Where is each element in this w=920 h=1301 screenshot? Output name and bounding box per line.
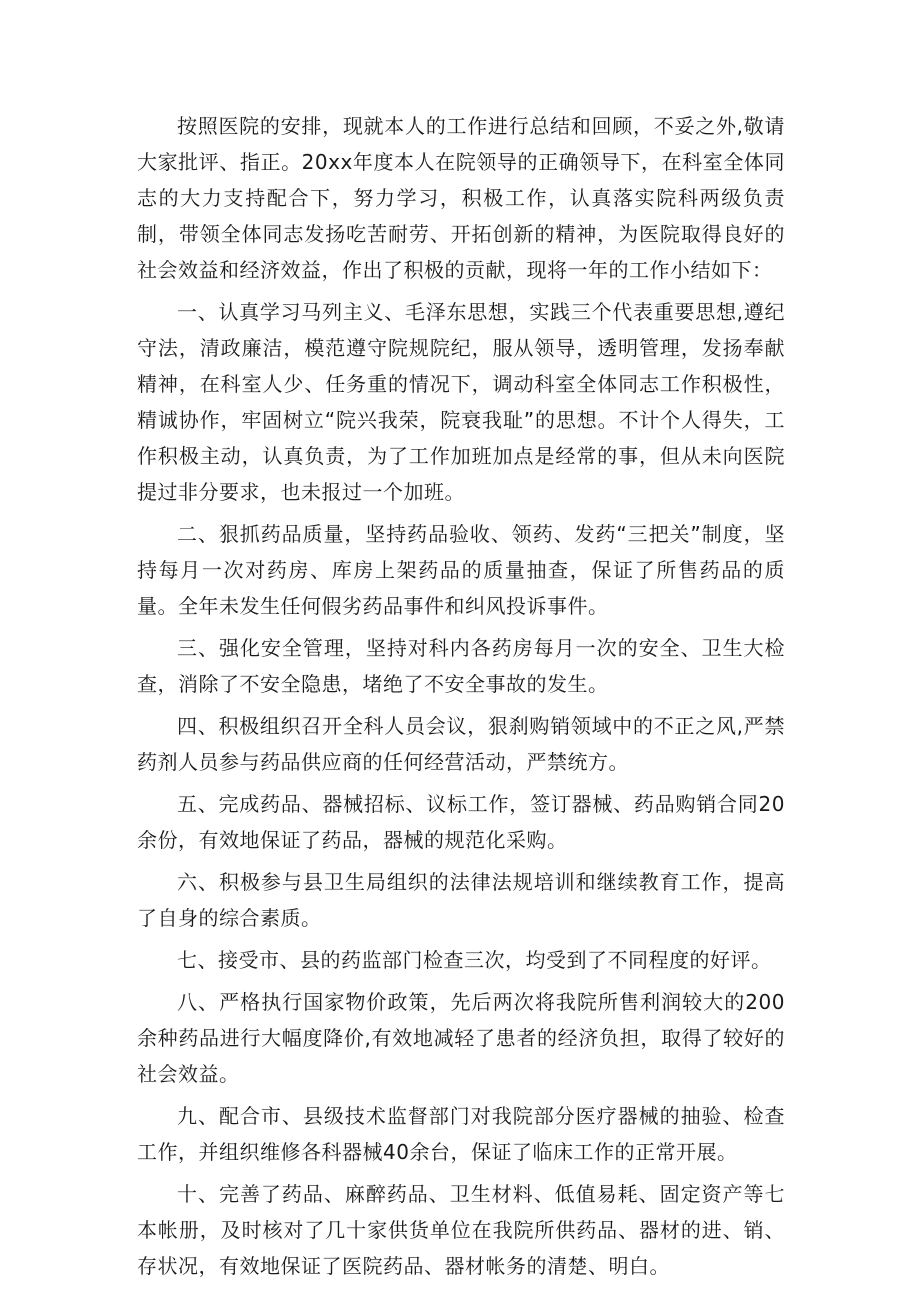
- paragraph-item-10: 十、完善了药品、麻醉药品、卫生材料、低值易耗、固定资产等七本帐册，及时核对了几十家供货单位在我院所供药品、器材的进、销、存状况，有效地保证了医院药品、器材帐务的清楚、明白。: [137, 1182, 785, 1278]
- paragraph-item-2: 二、狠抓药品质量，坚持药品验收、领药、发药“三把关”制度，坚持每月一次对药房、库房上架药品的质量抽查，保证了所售药品的质量。全年未发生任何假劣药品事件和纠风投诉事件。: [137, 522, 785, 618]
- paragraph-item-9: 九、配合市、县级技术监督部门对我院部分医疗器械的抽验、检查工作，并组织维修各科器械40余台，保证了临床工作的正常开展。: [137, 1104, 785, 1164]
- paragraph-item-8: 八、严格执行国家物价政策，先后两次将我院所售利润较大的200余种药品进行大幅度降价,有效地减轻了患者的经济负担，取得了较好的社会效益。: [137, 990, 785, 1086]
- paragraph-item-5: 五、完成药品、器械招标、议标工作，签订器械、药品购销合同20余份，有效地保证了药品，器械的规范化采购。: [137, 792, 785, 852]
- paragraph-item-4: 四、积极组织召开全科人员会议，狠刹购销领域中的不正之风,严禁药剂人员参与药品供应商的任何经营活动，严禁统方。: [137, 714, 785, 774]
- paragraph-item-6: 六、积极参与县卫生局组织的法律法规培训和继续教育工作，提高了自身的综合素质。: [137, 870, 785, 930]
- document-body: [137, 108, 785, 1290]
- paragraph-item-3: 三、强化安全管理，坚持对科内各药房每月一次的安全、卫生大检查，消除了不安全隐患，堵绝了不安全事故的发生。: [137, 636, 785, 696]
- intro-paragraph: 按照医院的安排，现就本人的工作进行总结和回顾，不妥之外,敬请大家批评、指正。20xx年度本人在院领导的正确领导下，在科室全体同志的大力支持配合下，努力学习，积极工作，认真落实院科两级负责制，带领全体同志发扬吃苦耐劳、开拓创新的精神，为医院取得良好的社会效益和经济效益，作出了积极的贡献，现将一年的工作小结如下：: [137, 114, 785, 282]
- paragraph-item-1: 一、认真学习马列主义、毛泽东思想，实践三个代表重要思想,遵纪守法，清政廉洁，模范遵守院规院纪，服从领导，透明管理，发扬奉献精神，在科室人少、任务重的情况下，调动科室全体同志工作积极性，精诚协作，牢固树立“院兴我荣，院衰我耻”的思想。不计个人得失，工作积极主动，认真负责，为了工作加班加点是经常的事，但从未向医院提过非分要求，也未报过一个加班。: [137, 300, 785, 504]
- paragraph-item-7: 七、接受市、县的药监部门检查三次，均受到了不同程度的好评。: [177, 948, 772, 972]
